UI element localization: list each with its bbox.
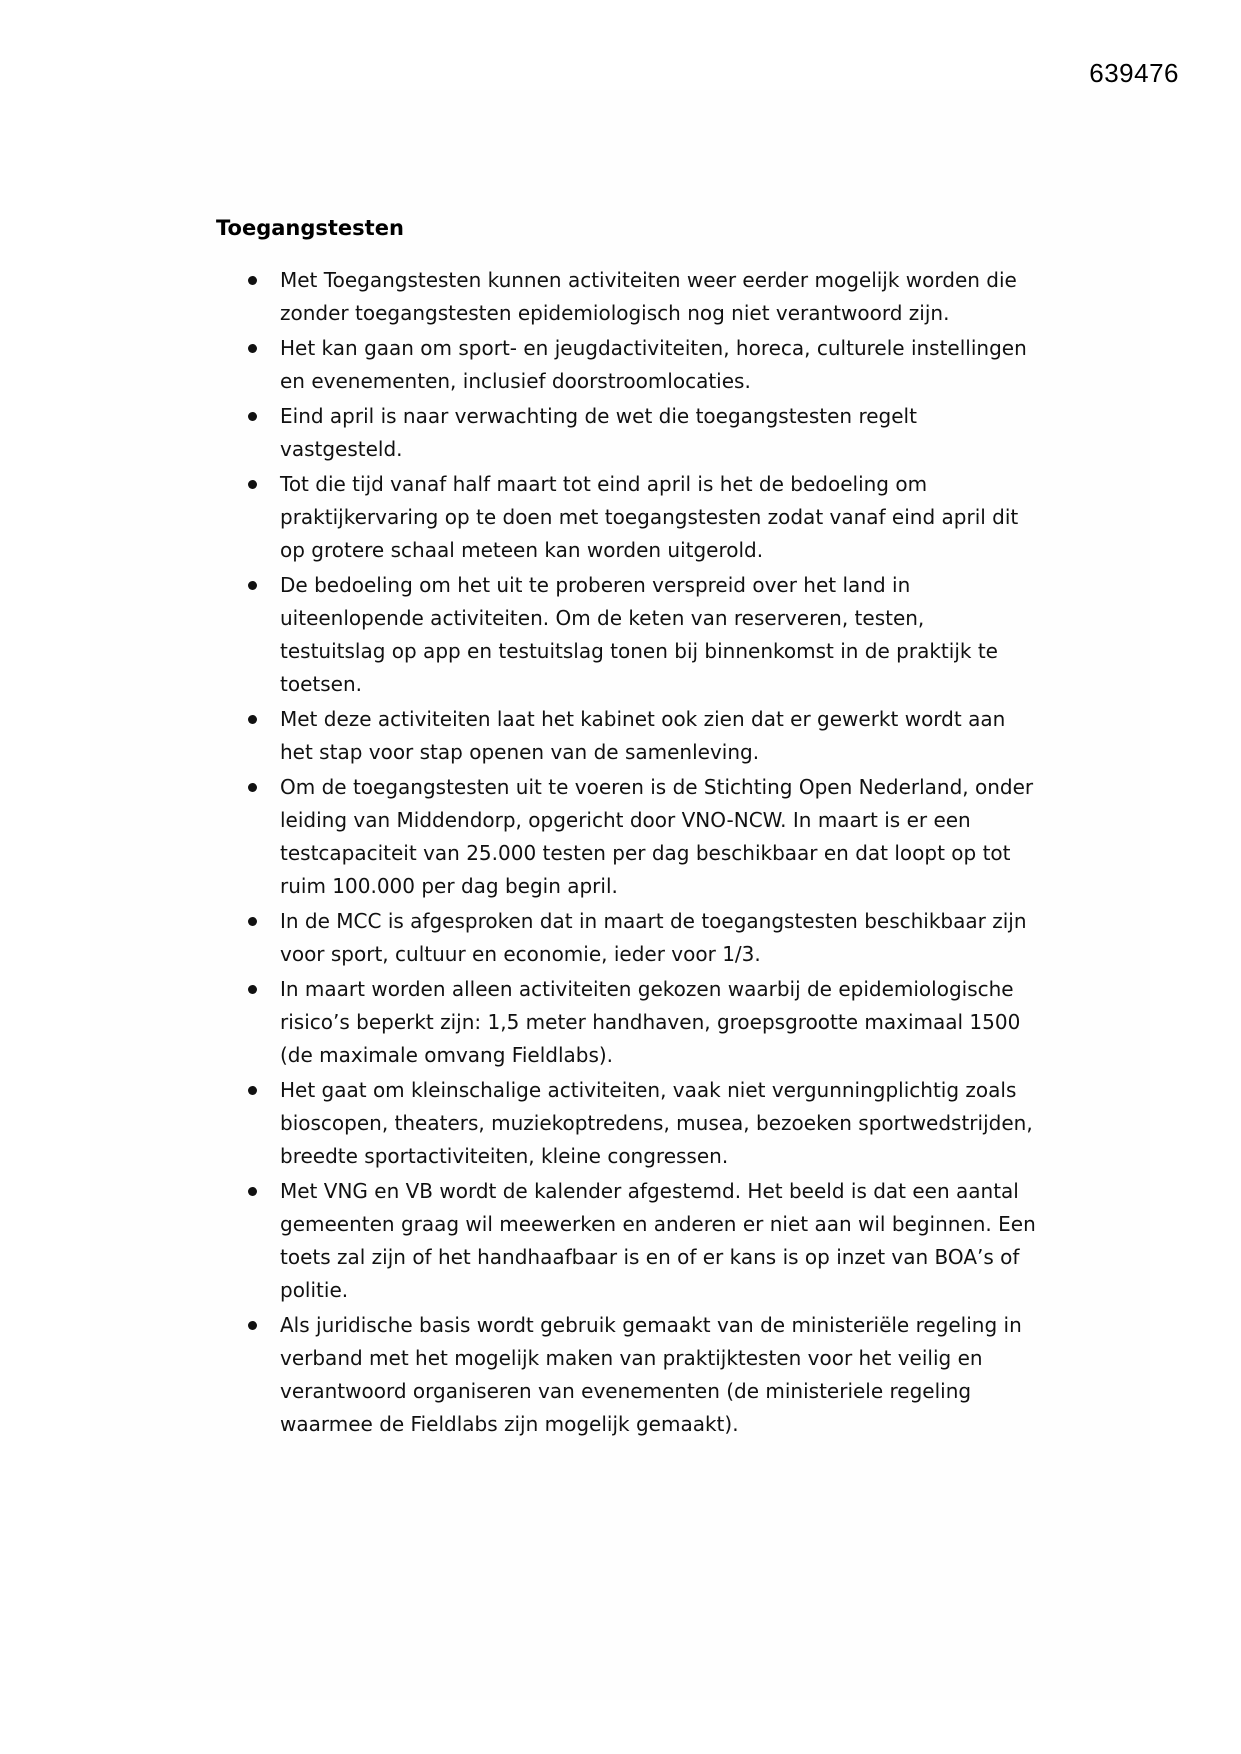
bullet-icon xyxy=(248,581,257,590)
bullet-text: Eind april is naar verwachting de wet die toegangstesten regelt vastgesteld. xyxy=(280,404,917,461)
bullet-icon xyxy=(248,412,257,421)
list-item xyxy=(216,1309,1036,1441)
bullet-text: Met Toegangstesten kunnen activiteiten weer eerder mogelijk worden die zonder toegangstesten epidemiologisch nog niet verantwoord zijn. xyxy=(280,268,1017,325)
bullet-icon xyxy=(248,1086,257,1095)
list-item xyxy=(216,771,1036,903)
list-item xyxy=(216,332,1036,398)
list-item xyxy=(216,468,1036,567)
document-id: 639476 xyxy=(1089,58,1179,88)
bullet-text: Als juridische basis wordt gebruik gemaakt van de ministeriële regeling in verband met het mogelijk maken van praktijktesten voor het veilig en verantwoord organiseren van evenementen (de ministeriele regeling waarmee de Fieldlabs zijn mogelijk gemaakt). xyxy=(280,1313,1022,1436)
bullet-text: Het gaat om kleinschalige activiteiten, vaak niet vergunningplichtig zoals bioscopen, theaters, muziekoptredens, musea, bezoeken sportwedstrijden, breedte sportactiviteiten, kleine congressen. xyxy=(280,1078,1033,1168)
bullet-text: Tot die tijd vanaf half maart tot eind april is het de bedoeling om praktijkervaring op te doen met toegangstesten zodat vanaf eind april dit op grotere schaal meteen kan worden uitgerold. xyxy=(280,472,1019,562)
bullet-icon xyxy=(248,276,257,285)
bullet-icon xyxy=(248,480,257,489)
bullet-icon xyxy=(248,783,257,792)
list-item xyxy=(216,905,1036,971)
bullet-icon xyxy=(248,344,257,353)
list-item xyxy=(216,569,1036,701)
bullet-text: Met VNG en VB wordt de kalender afgestemd. Het beeld is dat een aantal gemeenten graag wil meewerken en anderen er niet aan wil beginnen. Een toets zal zijn of het handhaafbaar is en of er kans is op inzet van BOA’s of politie. xyxy=(280,1179,1036,1302)
list-item xyxy=(216,264,1036,330)
list-item xyxy=(216,1175,1036,1307)
bullet-icon xyxy=(248,715,257,724)
bullet-text: Om de toegangstesten uit te voeren is de Stichting Open Nederland, onder leiding van Middendorp, opgericht door VNO-NCW. In maart is er een testcapaciteit van 25.000 testen per dag beschikbaar en dat loopt op tot ruim 100.000 per dag begin april. xyxy=(280,775,1034,898)
section-heading: Toegangstesten xyxy=(216,216,404,240)
bullet-text: Met deze activiteiten laat het kabinet ook zien dat er gewerkt wordt aan het stap voor stap openen van de samenleving. xyxy=(280,707,1006,764)
list-item xyxy=(216,973,1036,1072)
bullet-icon xyxy=(248,917,257,926)
list-item xyxy=(216,703,1036,769)
list-item xyxy=(216,1074,1036,1173)
list-item xyxy=(216,400,1036,466)
bullet-text: Het kan gaan om sport- en jeugdactiviteiten, horeca, culturele instellingen en evenementen, inclusief doorstroomlocaties. xyxy=(280,336,1027,393)
bullet-text: De bedoeling om het uit te proberen verspreid over het land in uiteenlopende activiteiten. Om de keten van reserveren, testen, testuitslag op app en testuitslag tonen bij binnenkomst in de praktijk te toetsen. xyxy=(280,573,998,696)
bullet-list xyxy=(216,264,1036,1443)
bullet-text: In de MCC is afgesproken dat in maart de toegangstesten beschikbaar zijn voor sport, cultuur en economie, ieder voor 1/3. xyxy=(280,909,1027,966)
bullet-icon xyxy=(248,1321,257,1330)
bullet-text: In maart worden alleen activiteiten gekozen waarbij de epidemiologische risico’s beperkt zijn: 1,5 meter handhaven, groepsgrootte maximaal 1500 (de maximale omvang Fieldlabs). xyxy=(280,977,1021,1067)
bullet-icon xyxy=(248,1187,257,1196)
bullet-icon xyxy=(248,985,257,994)
